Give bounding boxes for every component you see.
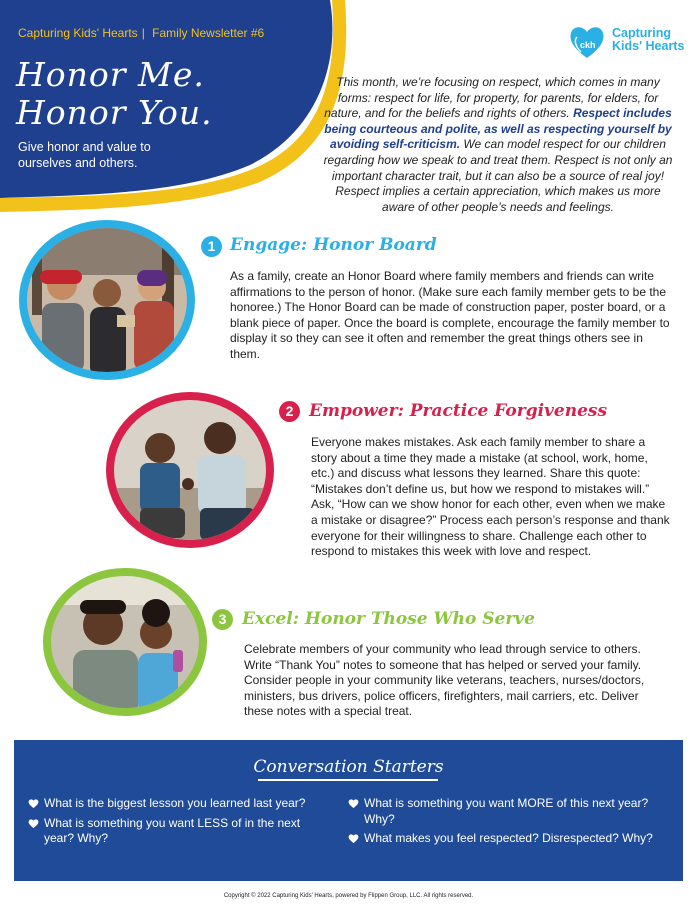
list-item xyxy=(348,831,668,847)
heart-bullet-icon xyxy=(348,833,359,844)
title-underline xyxy=(258,779,438,781)
section-2-body: Everyone makes mistakes. Ask each family member to share a story about a time they made a mistake (at school, work, home, etc.) and discuss what lessons they learned. Share this quote: “Mistakes don’t define us, but how we respond to mistakes will.” Ask, “How can we show honor for each other, even when we make a mistake or disagree?” Process each person’s response and thank everyone for their willingness to share. Challenge each other to respond to mistakes this week with love and respect. xyxy=(311,435,670,559)
question-text: What is something you want LESS of in the next year? Why? xyxy=(44,815,301,846)
questions-left xyxy=(28,796,333,851)
family-photo-3 xyxy=(38,565,213,720)
family-photo-2 xyxy=(100,388,280,553)
page-title xyxy=(16,56,213,132)
intro-part-1: This month, we’re focusing on respect, which comes in many forms: respect for life, for property, for parents, for elders, for nature, and for the beliefs and rights of others. xyxy=(324,75,660,121)
section-3-title: Excel: Honor Those Who Serve xyxy=(242,609,535,629)
intro-emphasis: Respect includes being courteous and polite, as well as respecting yourself by avoiding self-criticism. xyxy=(324,106,672,152)
section-2-title: Empower: Practice Forgiveness xyxy=(309,401,608,421)
heart-bullet-icon xyxy=(28,798,39,809)
logo-line-2: Kids' Hearts xyxy=(612,39,685,53)
intro-paragraph xyxy=(318,75,678,215)
heading-separator: | xyxy=(141,26,145,40)
copyright-notice: Copyright © 2022 Capturing Kids' Hearts, powered by Flippen Group, LLC. All rights reserved. xyxy=(223,893,474,899)
section-1-body: As a family, create an Honor Board where family members and friends can write affirmations to the person of honor. (Make sure each family member gets to be the honoree.) The Honor Board can be made of construction paper, poster board, or a blank piece of paper. Once the board is complete, encourage the family member to display it so they can see it often and remember the great things others see in them. xyxy=(230,269,670,361)
section-1-number: 1 xyxy=(201,236,222,257)
logo-line-1: Capturing xyxy=(612,26,672,40)
section-2-number: 2 xyxy=(279,401,300,422)
section-1-title: Engage: Honor Board xyxy=(230,235,437,255)
list-item xyxy=(28,816,333,847)
heart-bullet-icon xyxy=(28,818,39,829)
family-photo-1 xyxy=(12,215,202,385)
newsletter-heading xyxy=(18,26,268,40)
page-subtitle: Give honor and value to ourselves and others. xyxy=(18,140,151,170)
logo-mark: ckh xyxy=(580,40,596,50)
title-line-2: Honor You. xyxy=(16,93,213,132)
list-item xyxy=(28,796,333,812)
question-text: What is the biggest lesson you learned last year? xyxy=(44,796,306,810)
question-text: What makes you feel respected? Disrespected? Why? xyxy=(364,831,653,846)
section-3-body: Celebrate members of your community who lead through service to others. Write “Thank You” notes to someone that has helped or served your family. Consider people in your community like veterans, teachers, nurses/doctors, ministers, bus drivers, police officers, firefighters, mail carriers, etc. Deliver these notes with a special treat. xyxy=(244,642,645,719)
heart-bullet-icon xyxy=(348,798,359,809)
issue-label: Family Newsletter #6 xyxy=(152,26,265,40)
question-text: What is something you want MORE of this next year? Why? xyxy=(364,796,649,826)
brand-name: Capturing Kids' Hearts xyxy=(18,26,138,40)
questions-right xyxy=(348,796,668,851)
intro-part-2: We can model respect for our children regarding how we speak to and treat them. Respect is not only an important character trait, but it can also be a source of real joy! Respect implies a certain appreciation, which makes us more aware of other people’s needs and feelings. xyxy=(323,137,673,214)
logo-text xyxy=(612,27,684,53)
conversation-title: Conversation Starters xyxy=(253,757,444,777)
title-line-1: Honor Me. xyxy=(16,55,205,94)
section-3-number: 3 xyxy=(212,609,233,630)
list-item xyxy=(348,796,668,827)
